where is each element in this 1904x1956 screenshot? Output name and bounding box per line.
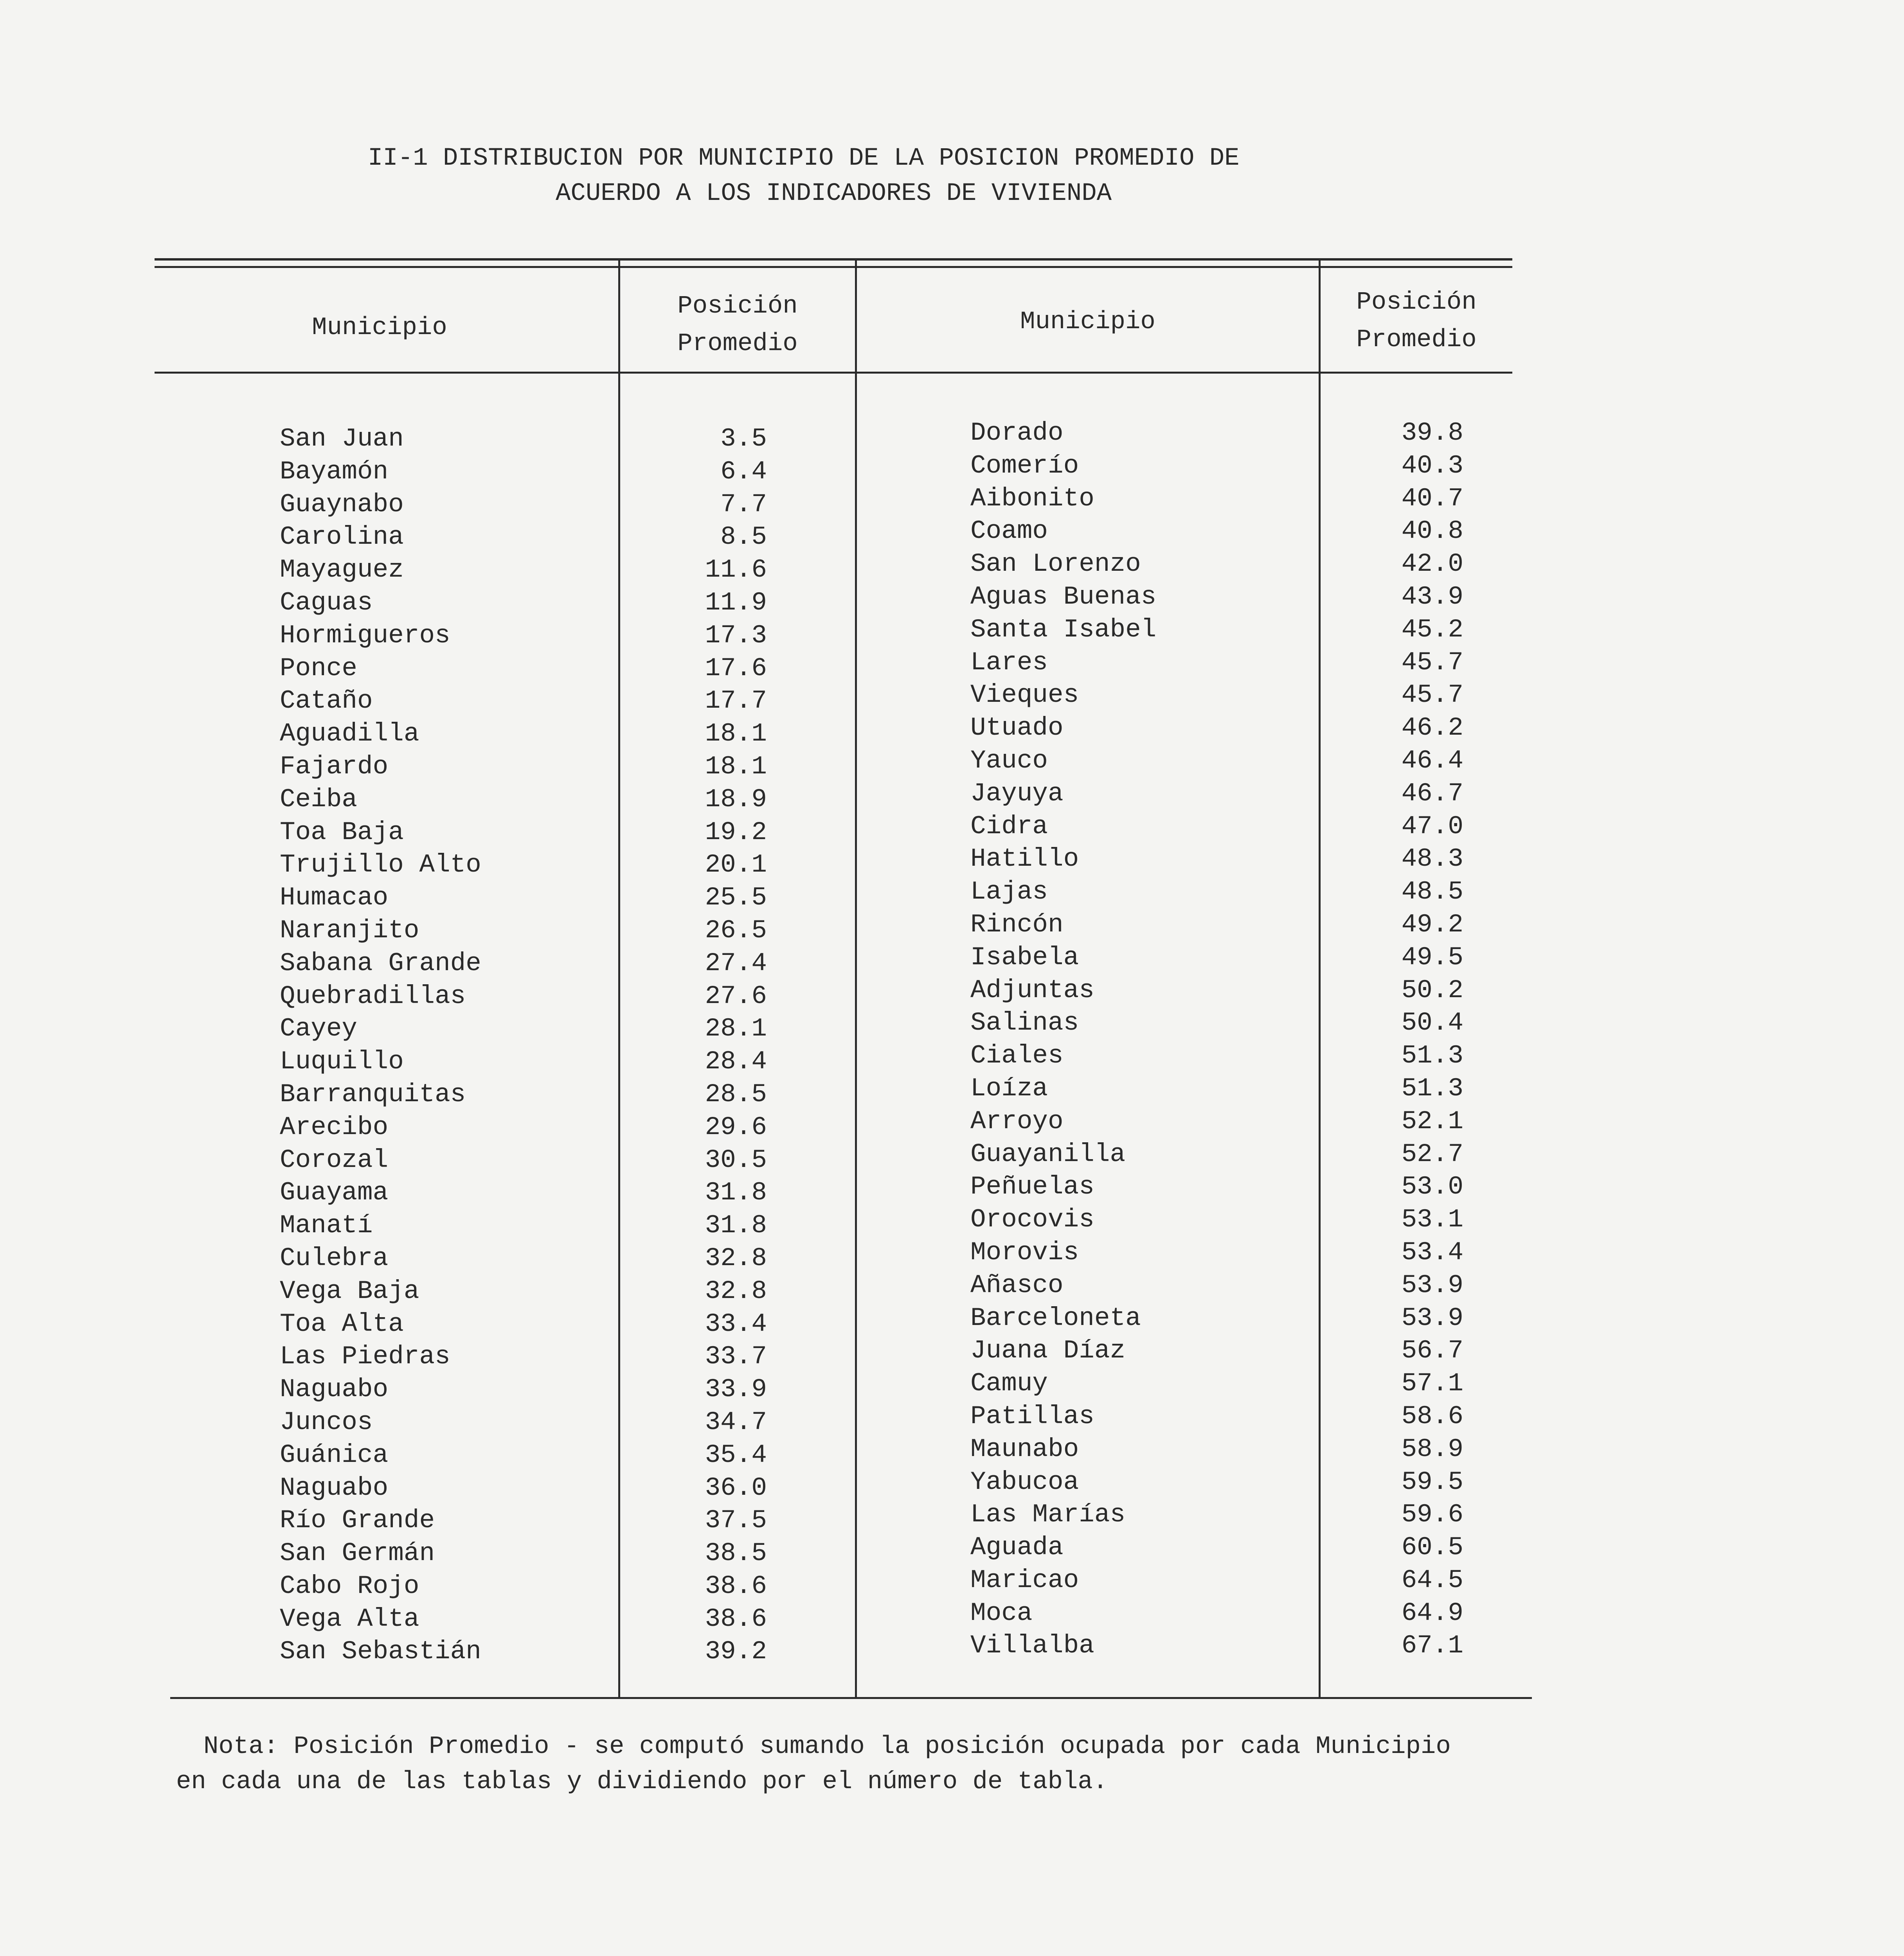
table-cell-municipio: Coamo [970,516,1048,546]
table-cell-posicion: 17.7 [705,686,767,716]
header-posicion-left-line1: Posición [677,292,798,320]
table-cell-municipio: Corozal [280,1145,389,1175]
left-municipio-column [280,422,616,1668]
table-cell-posicion: 49.2 [1401,910,1463,939]
table-cell-municipio: Guaynabo [280,489,404,519]
table-cell-posicion: 39.8 [1401,418,1463,448]
table-cell-posicion: 37.5 [705,1506,767,1535]
table-cell-posicion: 46.4 [1401,746,1463,775]
table-cell-municipio: Adjuntas [970,975,1094,1005]
table-cell-posicion: 64.9 [1401,1598,1463,1628]
table-cell-posicion: 31.8 [705,1211,767,1240]
table-cell-municipio: Ciales [970,1041,1064,1071]
table-cell-municipio: Naranjito [280,915,419,945]
table-cell-municipio: Vega Alta [280,1604,419,1634]
table-cell-municipio: Utuado [970,713,1064,743]
table-cell-municipio: Barranquitas [280,1079,466,1109]
table-cell-municipio: San Lorenzo [970,549,1141,579]
table-cell-posicion: 19.2 [705,817,767,847]
table-cell-municipio: Aguadilla [280,719,419,749]
table-cell-municipio: Yauco [970,746,1048,775]
table-cell-municipio: Toa Alta [280,1309,404,1339]
table-cell-posicion: 57.1 [1401,1369,1463,1399]
table-cell-municipio: Ceiba [280,784,358,814]
table-cell-posicion: 58.9 [1401,1434,1463,1464]
table-cell-posicion: 51.3 [1401,1073,1463,1103]
table-cell-posicion: 39.2 [705,1637,767,1667]
table-cell-municipio: Dorado [970,418,1064,448]
table-cell-posicion: 53.4 [1401,1237,1463,1267]
table-cell-municipio: Isabela [970,942,1079,972]
table-cell-posicion: 53.0 [1401,1172,1463,1202]
table-cell-posicion: 49.5 [1401,942,1463,972]
table-cell-posicion: 40.8 [1401,516,1463,546]
table-cell-posicion: 32.8 [705,1276,767,1306]
right-posicion-column [1330,417,1463,1662]
table-cell-municipio: San Juan [280,424,404,453]
table-cell-posicion: 67.1 [1401,1631,1463,1661]
header-municipio-right: Municipio [1020,308,1155,336]
table-cell-municipio: Peñuelas [970,1172,1094,1202]
table-cell-posicion: 18.1 [705,751,767,781]
table-cell-municipio: Comerío [970,451,1079,480]
divider-3 [1319,258,1321,1698]
table-cell-municipio: Hormigueros [280,620,450,650]
table-cell-posicion: 36.0 [705,1473,767,1503]
table-cell-posicion: 58.6 [1401,1401,1463,1431]
table-cell-municipio: Guayama [280,1178,389,1208]
table-cell-posicion: 17.3 [705,620,767,650]
table-cell-posicion: 11.6 [705,555,767,585]
table-cell-municipio: Arroyo [970,1106,1064,1136]
table-cell-municipio: Maricao [970,1565,1079,1595]
table-cell-municipio: Juana Díaz [970,1336,1126,1366]
table-cell-municipio: Loíza [970,1073,1048,1103]
top-rule-2 [155,266,1512,268]
bottom-rule [170,1697,1532,1699]
table-cell-posicion: 3.5 [720,424,767,453]
table-cell-posicion: 45.7 [1401,647,1463,677]
table-cell-municipio: Añasco [970,1270,1064,1300]
table-cell-posicion: 53.1 [1401,1205,1463,1235]
table-cell-posicion: 50.2 [1401,975,1463,1005]
table-cell-posicion: 45.7 [1401,680,1463,710]
table-cell-municipio: Cidra [970,811,1048,841]
table-cell-posicion: 33.7 [705,1342,767,1372]
header-municipio-left: Municipio [312,314,447,342]
table-cell-posicion: 18.1 [705,719,767,749]
header-posicion-left [620,288,855,363]
table-cell-municipio: Aibonito [970,484,1094,513]
table-cell-municipio: Ponce [280,653,358,683]
table-cell-posicion: 17.6 [705,653,767,683]
table-cell-posicion: 60.5 [1401,1533,1463,1562]
table-cell-posicion: 40.7 [1401,484,1463,513]
table-cell-municipio: Las Piedras [280,1342,450,1372]
table-cell-municipio: Barceloneta [970,1303,1141,1333]
table-cell-municipio: Sabana Grande [280,948,481,978]
table-cell-posicion: 34.7 [705,1407,767,1437]
header-posicion-right-line1: Posición [1356,288,1477,316]
table-cell-posicion: 52.7 [1401,1139,1463,1169]
table-cell-posicion: 64.5 [1401,1565,1463,1595]
table-cell-posicion: 51.3 [1401,1041,1463,1071]
table-cell-municipio: Camuy [970,1369,1048,1399]
table-cell-municipio: Cataño [280,686,373,716]
table-cell-posicion: 27.4 [705,948,767,978]
table-cell-municipio: Toa Baja [280,817,404,847]
table-cell-municipio: Aguas Buenas [970,582,1157,611]
table-cell-posicion: 28.5 [705,1079,767,1109]
header-posicion-right-line2: Promedio [1356,326,1477,354]
table-cell-posicion: 6.4 [720,457,767,486]
table-cell-posicion: 35.4 [705,1440,767,1470]
table-cell-posicion: 32.8 [705,1243,767,1273]
table-cell-posicion: 26.5 [705,915,767,945]
table-cell-posicion: 40.3 [1401,451,1463,480]
table-cell-posicion: 33.4 [705,1309,767,1339]
table-cell-posicion: 59.6 [1401,1500,1463,1530]
table-cell-posicion: 43.9 [1401,582,1463,611]
table-cell-municipio: Fajardo [280,751,389,781]
table-cell-posicion: 45.2 [1401,615,1463,644]
table-cell-posicion: 33.9 [705,1375,767,1404]
title-line-2: ACUERDO A LOS INDICADORES DE VIVIENDA [556,180,1112,208]
table-cell-posicion: 56.7 [1401,1336,1463,1366]
table-cell-posicion: 31.8 [705,1178,767,1208]
footnote-line-2: en cada una de las tablas y dividiendo por el número de tabla. [176,1768,1108,1796]
table-cell-posicion: 20.1 [705,850,767,880]
table-cell-municipio: Maunabo [970,1434,1079,1464]
footnote [176,1729,1451,1800]
table-cell-posicion: 53.9 [1401,1303,1463,1333]
table-cell-posicion: 27.6 [705,981,767,1011]
table-cell-municipio: San Sebastián [280,1637,481,1667]
divider-2 [855,258,857,1698]
table-cell-municipio: Guánica [280,1440,389,1470]
table-cell-posicion: 28.1 [705,1014,767,1044]
table-cell-posicion: 30.5 [705,1145,767,1175]
table-cell-posicion: 38.6 [705,1604,767,1634]
table-cell-posicion: 8.5 [720,522,767,552]
table-cell-posicion: 48.3 [1401,844,1463,874]
table-cell-posicion: 47.0 [1401,811,1463,841]
table-cell-municipio: Guayanilla [970,1139,1126,1169]
table-cell-municipio: Vega Baja [280,1276,419,1306]
divider-1 [618,258,620,1698]
table-cell-posicion: 7.7 [720,489,767,519]
table-cell-municipio: Naguabo [280,1473,389,1503]
table-cell-municipio: Manatí [280,1211,373,1240]
table-cell-posicion: 42.0 [1401,549,1463,579]
table-cell-municipio: Hatillo [970,844,1079,874]
table-cell-municipio: Lares [970,647,1048,677]
table-cell-posicion: 38.5 [705,1539,767,1568]
table-cell-municipio: Cayey [280,1014,358,1044]
table-cell-municipio: Villalba [970,1631,1094,1661]
header-posicion-left-line2: Promedio [677,330,798,358]
table-cell-posicion: 29.6 [705,1112,767,1142]
table-cell-municipio: Mayaguez [280,555,404,585]
table-cell-posicion: 50.4 [1401,1008,1463,1038]
table-cell-municipio: Orocovis [970,1205,1094,1235]
table-cell-posicion: 25.5 [705,883,767,913]
table-cell-municipio: Bayamón [280,457,389,486]
title-line-1: II-1 DISTRIBUCION POR MUNICIPIO DE LA POSICION PROMEDIO DE [368,144,1240,173]
table-cell-municipio: Salinas [970,1008,1079,1038]
table-cell-municipio: Santa Isabel [970,615,1157,644]
table-cell-posicion: 52.1 [1401,1106,1463,1136]
table-cell-municipio: Arecibo [280,1112,389,1142]
table-cell-municipio: Cabo Rojo [280,1571,419,1601]
table-cell-municipio: Humacao [280,883,389,913]
table-cell-municipio: Trujillo Alto [280,850,481,880]
table-cell-posicion: 48.5 [1401,877,1463,907]
footnote-line-1: Nota: Posición Promedio - se computó sumando la posición ocupada por cada Municipio [203,1733,1451,1761]
table-cell-posicion: 53.9 [1401,1270,1463,1300]
right-municipio-column [970,417,1315,1662]
table-cell-municipio: Luquillo [280,1047,404,1077]
table-cell-posicion: 11.9 [705,588,767,617]
table-cell-posicion: 38.6 [705,1571,767,1601]
table-cell-municipio: Quebradillas [280,981,466,1011]
table-cell-municipio: Morovis [970,1237,1079,1267]
header-rule [155,372,1512,374]
table-cell-municipio: Jayuya [970,778,1064,808]
table-cell-municipio: Patillas [970,1401,1094,1431]
table-cell-municipio: Aguada [970,1533,1064,1562]
table-cell-posicion: 59.5 [1401,1467,1463,1497]
table-cell-municipio: Vieques [970,680,1079,710]
table-cell-municipio: Río Grande [280,1506,435,1535]
table-cell-posicion: 18.9 [705,784,767,814]
table-cell-municipio: Lajas [970,877,1048,907]
table-cell-posicion: 28.4 [705,1047,767,1077]
table-cell-municipio: Naguabo [280,1375,389,1404]
table-cell-municipio: Las Marías [970,1500,1126,1530]
table-cell-municipio: Moca [970,1598,1033,1628]
table-cell-posicion: 46.7 [1401,778,1463,808]
table-cell-municipio: Carolina [280,522,404,552]
top-rule-1 [155,258,1512,261]
table-cell-municipio: Yabucoa [970,1467,1079,1497]
table-cell-municipio: San Germán [280,1539,435,1568]
table-cell-posicion: 46.2 [1401,713,1463,743]
left-posicion-column [626,422,767,1668]
table-cell-municipio: Caguas [280,588,373,617]
table-cell-municipio: Rincón [970,910,1064,939]
table-cell-municipio: Culebra [280,1243,389,1273]
table-cell-municipio: Juncos [280,1407,373,1437]
header-posicion-right [1321,284,1512,359]
